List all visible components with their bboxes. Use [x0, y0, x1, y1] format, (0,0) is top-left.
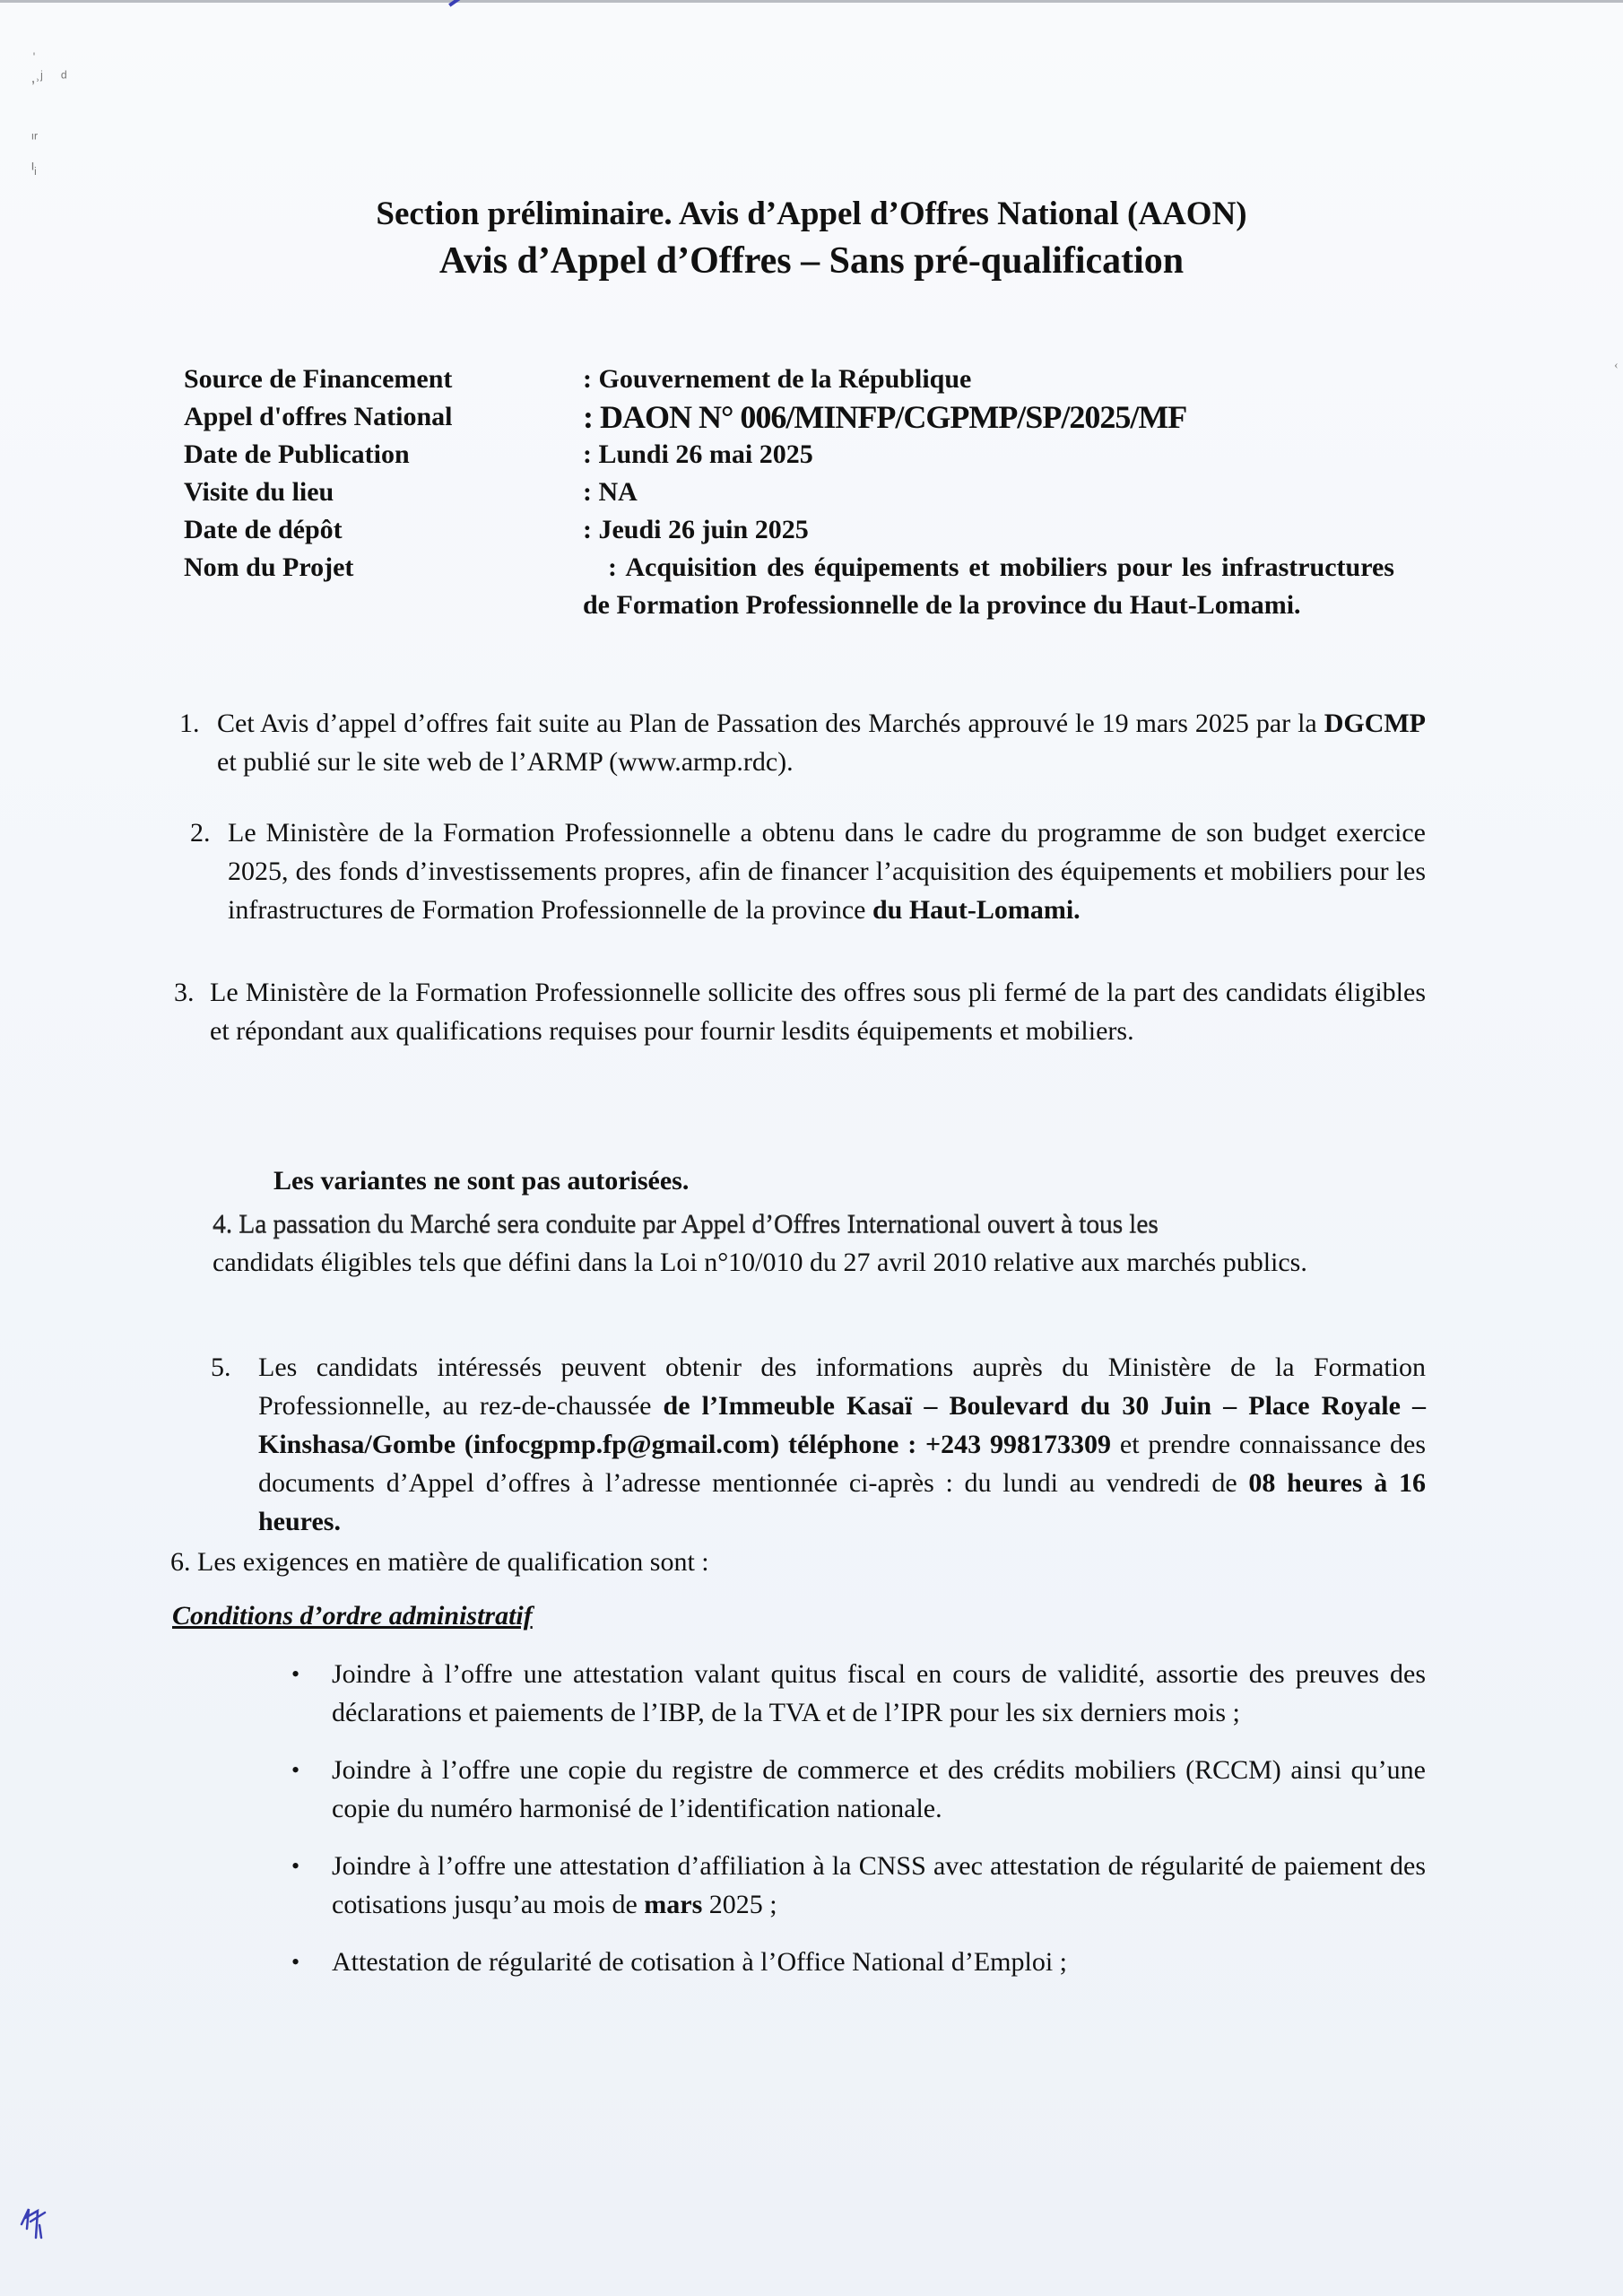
list-item-text: Joindre à l’offre une copie du registre de commerce et des crédits mobiliers (RCCM) ainsi qu’une copie du numéro harmonisé de l’identification nationale.	[332, 1755, 1426, 1823]
list-item-text: Joindre à l’offre une attestation valant quitus fiscal en cours de validité, assortie des preuves des déclarations et paiements de l’IBP, de la TVA et de l’IPR pour les six derniers mois ;	[332, 1659, 1426, 1727]
info-label: Nom du Projet	[184, 552, 354, 582]
paragraph-2	[190, 813, 1426, 929]
bullet-icon: •	[291, 1757, 300, 1783]
info-value: : Lundi 26 mai 2025	[583, 439, 813, 469]
paragraph-3	[174, 973, 1426, 1050]
text-run: Les candidats intéressés peuvent obtenir des informations auprès du Ministère de la Formation Professionnelle, au rez-de-chaussée	[258, 1352, 1426, 1421]
section-title: Section préliminaire. Avis d’Appel d’Offres National (AAON)	[376, 196, 1247, 232]
text-run: et prendre connaissance des documents d’Appel d’offres à l’adresse mentionnée ci-après : du lundi au vendredi de	[258, 1430, 1427, 1498]
paragraph-text	[258, 1348, 1426, 1541]
paragraph-text	[217, 704, 1426, 781]
notice-title: Avis d’Appel d’Offres – Sans pré-qualification	[438, 240, 1185, 282]
paragraph-text: candidats éligibles tels que défini dans la Loi n°10/010 du 27 avril 2010 relative aux marchés publics.	[213, 1248, 1307, 1277]
info-label: Visite du lieu	[184, 477, 334, 507]
info-row-deadline	[184, 511, 1394, 549]
paragraph-1	[179, 704, 1426, 781]
stray-marks: ˌ ‚˒ʲ ᵈ ᶦʳ ᴵᵢ	[31, 38, 67, 178]
paragraph-6: 6. Les exigences en matière de qualification sont :	[170, 1547, 709, 1577]
bold-run: 08 heures à 16 heures.	[258, 1468, 1426, 1536]
variants-notice: Les variantes ne sont pas autorisées.	[273, 1166, 690, 1196]
paragraph-5	[211, 1348, 1426, 1541]
list-item	[291, 1751, 1426, 1828]
info-label: Date de dépôt	[184, 515, 343, 544]
info-row-tender-ref	[184, 398, 1394, 436]
bullet-icon: •	[291, 1949, 300, 1975]
info-value: : Jeudi 26 juin 2025	[583, 515, 809, 544]
list-item	[291, 1847, 1426, 1924]
bold-run: DGCMP	[1324, 709, 1426, 738]
paragraph-number: 2.	[190, 818, 211, 848]
page-top-edge	[0, 0, 1623, 3]
paragraph-text-smudged: 4. La passation du Marché sera conduite par Appel d’Offres International ouvert à tous les	[213, 1209, 1159, 1239]
tender-info-table	[184, 361, 1394, 624]
info-value: : Gouvernement de la République	[583, 364, 972, 394]
info-label: Source de Financement	[184, 364, 453, 394]
text-run: Cet Avis d’appel d’offres fait suite au Plan de Passation des Marchés approuvé le 19 mars 2025 par la	[217, 709, 1324, 738]
text-run: Joindre à l’offre une attestation d’affiliation à la CNSS avec attestation de régularité de paiement des cotisations jusqu’au mois de	[332, 1851, 1426, 1919]
info-value: : DAON N° 006/MINFP/CGPMP/SP/2025/MF	[583, 399, 1187, 435]
bold-run: mars	[644, 1890, 703, 1919]
list-item	[291, 1943, 1426, 1981]
paragraph-4	[213, 1205, 1426, 1282]
edge-mark: ‹	[1614, 359, 1619, 372]
text-run: Le Ministère de la Formation Professionnelle a obtenu dans le cadre du programme de son budget exercice 2025, des fonds d’investissements propres, afin de financer l’acquisition des équipements et mobiliers pour les infrastructures de Formation Professionnelle de la province	[228, 818, 1426, 925]
info-row-project-name	[184, 549, 1394, 624]
conditions-list	[291, 1655, 1426, 2000]
text-run: 2025 ;	[702, 1890, 777, 1919]
list-item-text	[332, 1847, 1426, 1924]
info-value: : Acquisition des équipements et mobiliers pour les infrastructures de Formation Professionnelle de la province du Haut-Lomami.	[583, 552, 1394, 620]
info-row-site-visit	[184, 474, 1394, 511]
bold-run: du Haut-Lomami.	[872, 895, 1081, 925]
paragraph-text	[228, 813, 1426, 929]
paragraph-number: 3.	[174, 978, 195, 1007]
paragraph-number: 1.	[179, 709, 200, 738]
document-header	[0, 193, 1623, 286]
info-label: Date de Publication	[184, 439, 410, 469]
paragraph-number: 5.	[211, 1352, 231, 1382]
info-row-financing	[184, 361, 1394, 398]
info-value: : NA	[583, 477, 638, 507]
bullet-icon: •	[291, 1853, 300, 1879]
info-row-publication-date	[184, 436, 1394, 474]
conditions-heading: Conditions d’ordre administratif	[172, 1601, 533, 1631]
bold-run: de l’Immeuble Kasaï – Boulevard du 30 Juin – Place Royale – Kinshasa/Gombe (infocgpmp.fp@gmail.com) téléphone : +243 998173309	[258, 1391, 1427, 1459]
info-label: Appel d'offres National	[184, 402, 453, 431]
text-run: et publié sur le site web de l’ARMP (www.armp.rdc).	[217, 747, 794, 777]
initials-signature-icon	[18, 2202, 63, 2242]
list-item-text: Attestation de régularité de cotisation à l’Office National d’Emploi ;	[332, 1947, 1068, 1977]
list-item	[291, 1655, 1426, 1732]
paragraph-text: Le Ministère de la Formation Professionnelle sollicite des offres sous pli fermé de la part des candidats éligibles et répondant aux qualifications requises pour fournir lesdits équipements et mobiliers.	[210, 978, 1426, 1046]
bullet-icon: •	[291, 1661, 300, 1687]
